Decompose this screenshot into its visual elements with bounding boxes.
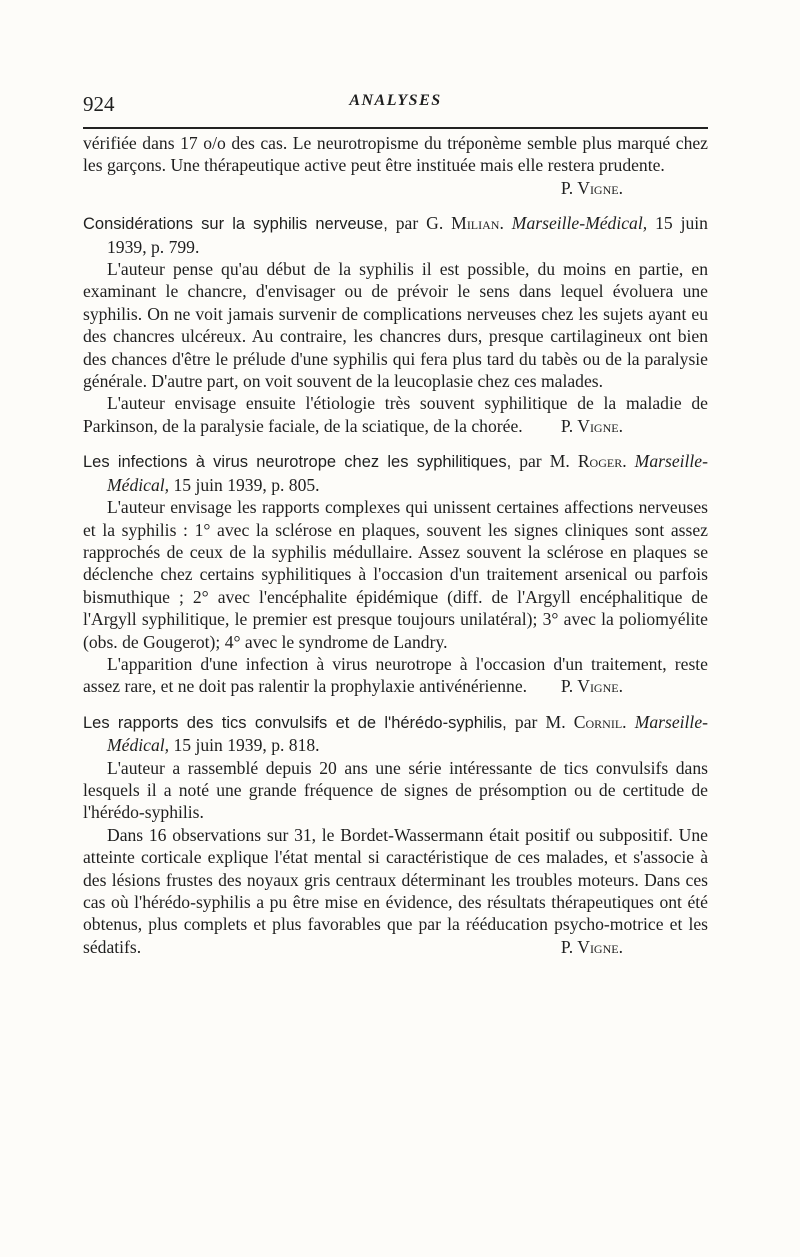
article-1 [83, 212, 708, 437]
article-journal: Marseille-Médical, [511, 213, 648, 234]
article-reference: 15 juin 1939, p. 805. [173, 474, 320, 495]
signature: P. Vigne. [560, 415, 623, 436]
article-title: Les rapports des tics convulsifs et de l'hérédo-syphilis, [83, 713, 507, 732]
signature: P. Vigne. [560, 936, 623, 957]
signature: P. Vigne. [560, 676, 623, 697]
article-author: Roger. [577, 451, 627, 472]
page-number: 924 [83, 92, 115, 116]
article-paragraph: L'auteur pense qu'au début de la syphilis il est possible, du moins en partie, en examinant le chancre, d'envisager ou de prévoir le sens dans lequel évoluera une syphilis. On ne voit jamais survenir de complications nerveuses chez les sujets ayant eu des chancres ulcéreux. Au contraire, les chancres durs, presque cartilagineux ont bien des chances d'être le prélude d'une syphilis qui fera plus tard du tabès ou de la paralysie générale. D'autre part, on voit souvent de la leucoplasie chez ces malades. [83, 259, 708, 392]
article-title: Considérations sur la syphilis nerveuse, [83, 215, 388, 234]
page-content [83, 132, 708, 958]
page-header [83, 92, 708, 118]
article-paragraph: L'auteur envisage les rapports complexes qui unissent certaines affections nerveuses et la syphilis : 1° avec la sclérose en plaques, souvent les signes cliniques sont assez rapprochés de ceux de la syphilis médullaire. Assez souvent la sclérose en plaques se déclenche chez certains syphilitiques à l'occasion d'un traitement arsenical ou parfois bismuthique ; 2° avec l'encéphalite épidémique (diff. de l'Argyll encéphalitique de l'Argyll syphilitique, le premier est presque toujours unilatéral); 3° avec la poliomyélite (obs. de Gougerot); 4° avec le syndrome de Landry. [83, 497, 708, 652]
article-author: Cornil. [573, 711, 627, 732]
article-2 [83, 450, 708, 697]
header-rule [83, 127, 708, 129]
article-paragraph: L'auteur envisage ensuite l'étiologie très souvent syphilitique de la maladie de Parkinson, de la paralysie faciale, de la sciatique, de la chorée. P. Vigne. [83, 393, 708, 436]
article-journal: Marseille-Médical, [107, 451, 708, 495]
signature: P. Vigne. [560, 177, 623, 198]
article-paragraph: L'auteur a rassemblé depuis 20 ans une série intéressante de tics convulsifs dans lesquels il a noté une grande fréquence de signes de présomption ou de certitude de l'hérédo-syphilis. [83, 757, 708, 823]
intro-paragraph: vérifiée dans 17 o/o des cas. Le neurotropisme du tréponème semble plus marqué chez les garçons. Une thérapeutique active peut être instituée mais elle restera prudente. P. Vigne. [83, 133, 708, 198]
running-title: ANALYSES [349, 92, 442, 109]
article-journal: Marseille-Médical, [107, 711, 708, 756]
article-paragraph: Dans 16 observations sur 31, le Bordet-Wassermann était positif ou subpositif. Une atteinte corticale explique l'état mental si caractéristique de ces malades, et s'associe à des lésions frustes des noyaux gris centraux déterminant les troubles moteurs. Dans ces cas où l'hérédo-syphilis a pu être mise en évidence, des résultats thérapeutiques ont été obtenus, plus complets et plus favorables que par la rééducation psycho-motrice et les sédatifs. P. Vigne. [83, 824, 708, 957]
article-reference: 15 juin 1939, p. 799. [107, 213, 708, 257]
article-reference: 15 juin 1939, p. 818. [173, 735, 320, 756]
article-author: Milian. [451, 213, 504, 234]
article-paragraph: L'apparition d'une infection à virus neurotrope à l'occasion d'un traitement, reste assez rare, et ne doit pas ralentir la prophylaxie antivénérienne. P. Vigne. [83, 653, 708, 697]
article-heading: Les infections à virus neurotrope chez les syphilitiques, par M. Roger. Marseille-Médical, 15 juin 1939, p. 805. [83, 451, 708, 495]
article-heading: Considérations sur la syphilis nerveuse, par G. Milian. Marseille-Médical, 15 juin 1939, p. 799. [83, 213, 708, 257]
article-heading: Les rapports des tics convulsifs et de l'hérédo-syphilis, par M. Cornil. Marseille-Médical, 15 juin 1939, p. 818. [83, 711, 708, 756]
article-3 [83, 711, 708, 958]
article-title: Les infections à virus neurotrope chez les syphilitiques, [83, 453, 512, 472]
